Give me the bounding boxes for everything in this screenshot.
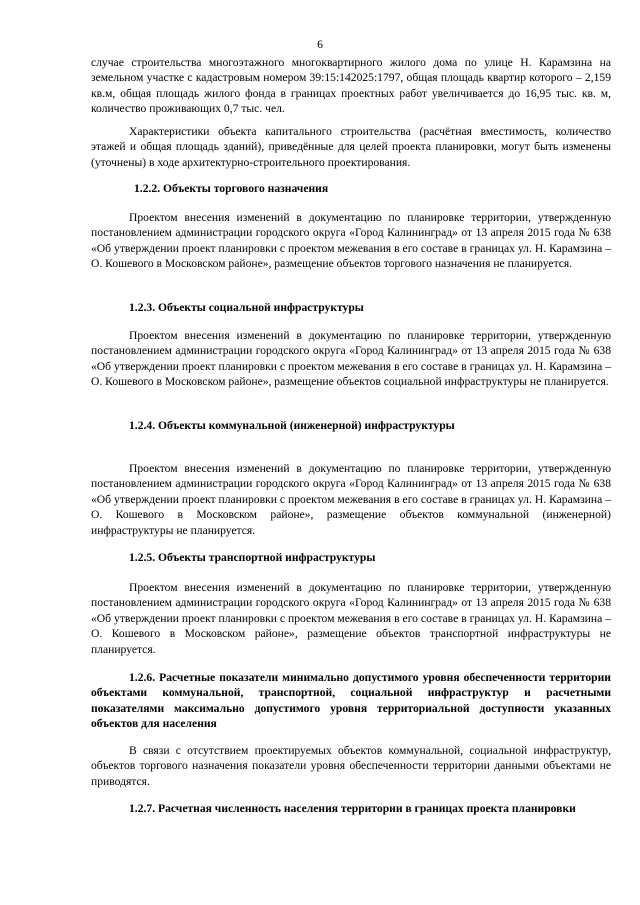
section-body-1-2-6: В связи с отсутствием проектируемых объектов коммунальной, социальной инфраструктур, объектов торгового назначения показатели уровня обеспеченности территории данными объектами не приводятся. xyxy=(91,744,611,788)
section-heading-1-2-6: 1.2.6. Расчетные показатели минимально допустимого уровня обеспеченности территории объектами коммунальной, транспортной, социальной инфраструктур и расчетными показателями максимально допустимого уровня территориальной доступности указанных объектов для населения xyxy=(91,671,611,731)
intro-paragraph xyxy=(91,55,611,117)
characteristics-paragraph xyxy=(91,124,611,170)
section-body-1-2-4: Проектом внесения изменений в документацию по планировке территории, утвержденную постановлением администрации городского округа «Город Калининград» от 13 апреля 2015 года № 638 «Об утверждении проект планировки с проектом межевания в его составе в границах ул. Н. Карамзина – О. Кошевого в Московском районе», размещение объектов коммунальной (инженерной) инфраструктуры не планируется. xyxy=(91,462,611,537)
section-heading-1-2-2: 1.2.2. Объекты торгового назначения xyxy=(134,182,329,195)
section-heading-1-2-7: 1.2.7. Расчетная численность населения территории в границах проекта планировки xyxy=(129,802,576,815)
characteristics-text: Характеристики объекта капитального строительства (расчётная вместимость, количество этажей и общая площадь зданий), приведённые для целей проекта планировки, могут быть изменены (уточнены) в ходе архитектурно-строительного проектирования. xyxy=(91,125,611,169)
section-heading-1-2-4: 1.2.4. Объекты коммунальной (инженерной) инфраструктуры xyxy=(129,419,455,432)
section-body-1-2-5: Проектом внесения изменений в документацию по планировке территории, утвержденную постановлением администрации городского округа «Город Калининград» от 13 апреля 2015 года № 638 «Об утверждении проект планировки с проектом межевания в его составе в границах ул. Н. Карамзина – О. Кошевого в Московском районе», размещение объектов транспортной инфраструктуры не планируется. xyxy=(91,581,611,656)
section-body-1-2-3: Проектом внесения изменений в документацию по планировке территории, утвержденную постановлением администрации городского округа «Город Калининград» от 13 апреля 2015 года № 638 «Об утверждении проект планировки с проектом межевания в его составе в границах ул. Н. Карамзина – О. Кошевого в Московском районе», размещение объектов социальной инфраструктуры не планируется. xyxy=(91,329,611,389)
intro-text: случае строительства многоэтажного многоквартирного жилого дома по улице Н. Карамзина на земельном участке с кадастровым номером 39:15:142025:1797, общая площадь квартир которого – 2,159 кв.м, общая площадь жилого фонда в границах проектных работ увеличивается до 16,95 тыс. кв. м, количество проживающих 0,7 тыс. чел. xyxy=(91,56,611,116)
section-body-1-2-2: Проектом внесения изменений в документацию по планировке территории, утвержденную постановлением администрации городского округа «Город Калининград» от 13 апреля 2015 года № 638 «Об утверждении проект планировки с проектом межевания в его составе в границах ул. Н. Карамзина – О. Кошевого в Московском районе», размещение объектов торгового назначения не планируется. xyxy=(91,211,611,271)
section-heading-1-2-5: 1.2.5. Объекты транспортной инфраструктуры xyxy=(129,551,376,564)
page-number: 6 xyxy=(317,38,323,51)
section-heading-1-2-3: 1.2.3. Объекты социальной инфраструктуры xyxy=(129,301,364,314)
